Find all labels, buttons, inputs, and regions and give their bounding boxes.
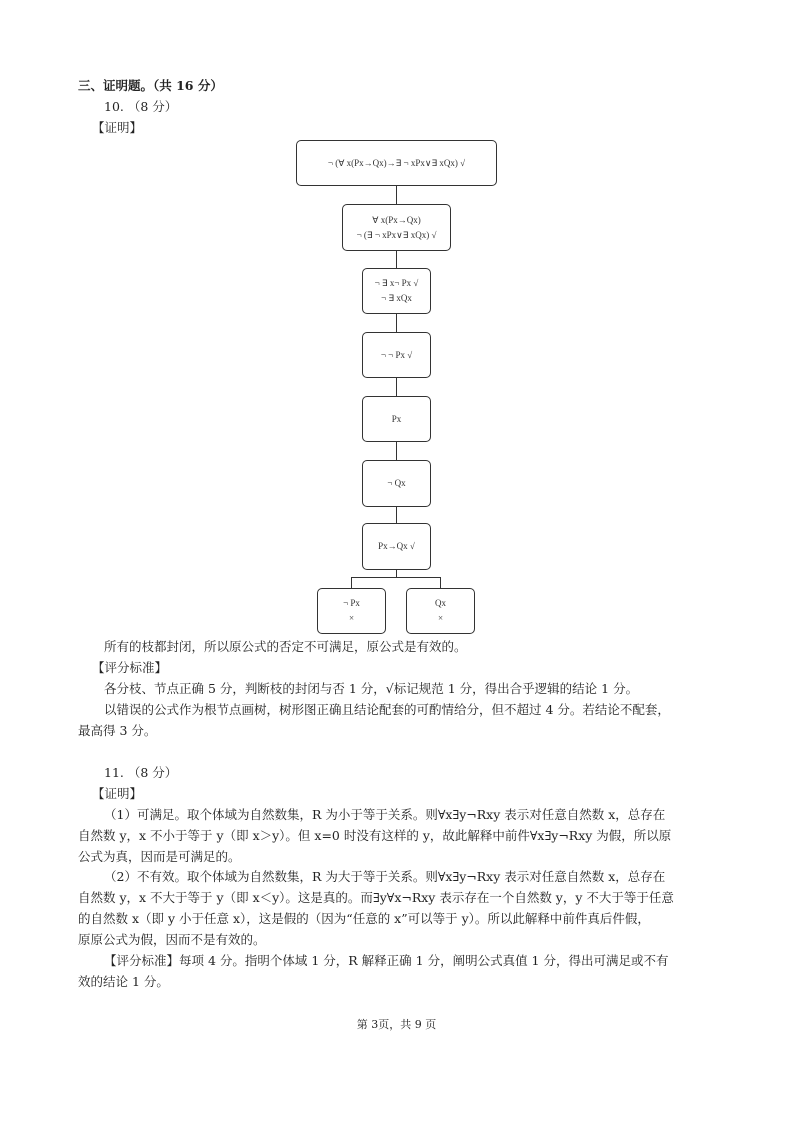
q11-p1-line1: （1）可满足。取个体域为自然数集，R 为小于等于关系。则∀x∃y¬Rxy 表示对任意自然数 x，总存在 bbox=[104, 807, 666, 822]
q11-header: 11. （8 分） bbox=[104, 765, 178, 780]
node-formula: ¬ ∃ x¬ Px √ bbox=[374, 278, 419, 288]
q11-p2-line3: 的自然数 x（即 y 小于任意 x），这是假的（因为“任意的 x”可以等于 y）。所以此解释中前件真后件假， bbox=[78, 911, 650, 926]
q11-p2-line4: 原原公式为假，因而不是有效的。 bbox=[78, 932, 266, 947]
tree-node-7 bbox=[362, 523, 431, 570]
tree-node-4 bbox=[362, 332, 431, 378]
q10-criteria-3: 最高得 3 分。 bbox=[78, 723, 157, 738]
tree-branch-bar bbox=[351, 577, 441, 578]
node-formula: ∀ x(Px→Qx) bbox=[372, 214, 421, 225]
tree-connector bbox=[396, 506, 397, 523]
q11-p1-line3: 公式为真，因而是可满足的。 bbox=[78, 849, 241, 864]
node-formula: ¬ Px bbox=[343, 598, 360, 608]
tree-node-5 bbox=[362, 396, 431, 442]
section-title: 三、证明题。（共 16 分） bbox=[78, 78, 223, 93]
node-formula: Px bbox=[391, 413, 402, 424]
q10-criteria-label: 【评分标准】 bbox=[92, 660, 168, 675]
tree-node-3 bbox=[362, 268, 431, 314]
node-formula: ¬ ¬ Px √ bbox=[380, 349, 413, 360]
closed-branch-mark: × bbox=[348, 613, 355, 623]
q11-p1-line2: 自然数 y，x 不小于等于 y（即 x＞y）。但 x=0 时没有这样的 y，故此解释中前件∀x∃y¬Rxy 为假，所以原 bbox=[78, 828, 672, 843]
tree-connector bbox=[396, 441, 397, 460]
q11-criteria-2: 效的结论 1 分。 bbox=[78, 974, 169, 989]
q11-p2-line2: 自然数 y，x 不大于等于 y（即 x＜y）。这是真的。而∃y∀x¬Rxy 表示存在一个自然数 y，y 不大于等于任意 bbox=[78, 890, 674, 905]
q10-header: 10. （8 分） bbox=[104, 99, 178, 114]
node-formula: Qx bbox=[435, 598, 446, 608]
tree-connector bbox=[396, 313, 397, 332]
tree-connector bbox=[396, 185, 397, 204]
tree-connector bbox=[396, 250, 397, 269]
node-formula: ¬ Qx bbox=[387, 478, 406, 488]
tree-connector bbox=[396, 377, 397, 396]
q10-proof-label: 【证明】 bbox=[92, 120, 143, 135]
tree-leaf-left bbox=[317, 588, 386, 634]
tree-root-node bbox=[296, 140, 497, 186]
q10-conclusion: 所有的枝都封闭，所以原公式的否定不可满足，原公式是有效的。 bbox=[104, 639, 467, 654]
q11-criteria-1: 【评分标准】每项 4 分。指明个体域 1 分，R 解释正确 1 分，阐明公式真值 1 分，得出可满足或不有 bbox=[104, 953, 669, 968]
node-formula: ¬ ∃ xQx bbox=[381, 293, 412, 303]
closed-branch-mark: × bbox=[437, 613, 444, 623]
tree-connector bbox=[351, 577, 352, 588]
q11-p2-line1: （2）不有效。取个体域为自然数集，R 为大于等于关系。则∀x∃y¬Rxy 表示对任意自然数 x，总存在 bbox=[104, 869, 666, 884]
tree-connector bbox=[440, 577, 441, 588]
tree-node-6 bbox=[362, 460, 431, 507]
q10-criteria-1: 各分枝、节点正确 5 分，判断枝的封闭与否 1 分，√标记规范 1 分，得出合乎逻辑的结论 1 分。 bbox=[104, 681, 639, 696]
tree-leaf-right bbox=[406, 588, 475, 634]
page-footer: 第 3页，共 9 页 bbox=[356, 1018, 437, 1031]
tree-node-2 bbox=[342, 204, 451, 251]
node-formula: Px→Qx √ bbox=[378, 541, 415, 551]
q11-proof-label: 【证明】 bbox=[92, 786, 143, 801]
node-formula: ¬ (∃ ¬ xPx∨∃ xQx) √ bbox=[356, 229, 437, 240]
q10-criteria-2: 以错误的公式作为根节点画树，树形图正确且结论配套的可酌情给分，但不超过 4 分。若结论不配套， bbox=[104, 702, 670, 717]
node-formula: ¬ (∀ x(Px→Qx)→∃ ¬ xPx∨∃ xQx) √ bbox=[327, 157, 466, 168]
